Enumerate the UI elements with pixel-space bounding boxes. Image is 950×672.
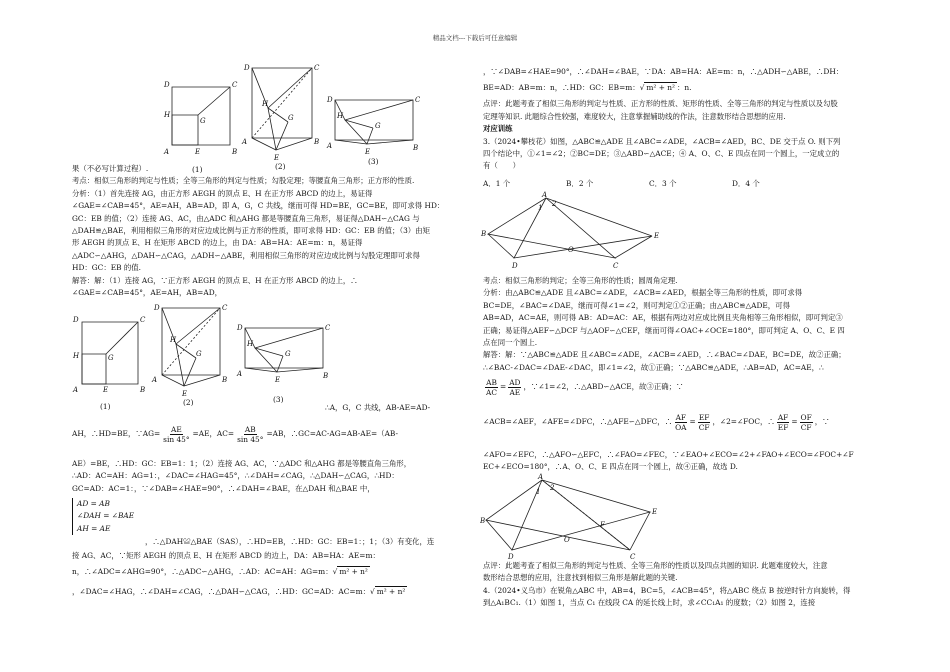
- text-line: 接 AG、AC，∵矩形 AEGH 的顶点 E、H 在矩形 ABCD 的边上，DA：AB=HA：AE=m：: [72, 551, 380, 560]
- left-column-bottom: [72, 550, 467, 602]
- frac-num: AB: [486, 377, 497, 387]
- frac-num: AF: [777, 412, 789, 422]
- fig-label: E: [274, 154, 280, 162]
- fig-label: G: [108, 354, 114, 362]
- text-line: 定理等知识. 此题综合性较强，难度较大，注意掌握辅助线的作法，注意数形结合思想的应用.: [483, 111, 786, 121]
- frac-den: CF: [800, 422, 812, 432]
- fig-label: E: [365, 148, 371, 156]
- sqrt-expression: m² + n²: [646, 83, 676, 93]
- fig-shape: [277, 356, 283, 372]
- fig-shape: [82, 322, 138, 384]
- option-d: D．4 个: [732, 179, 760, 188]
- text-part: BE=AD：AB=m：n，∴HD：GC：EB=m：: [483, 83, 640, 93]
- text-line: 四个结论中，①∠1=∠2；②BC=DE；③△ABD∽△ACE；④ A、O、C、E 四点在同一个圆上，一定成立的: [483, 149, 840, 159]
- fig-label: 1: [538, 204, 543, 212]
- fig-shape: [252, 138, 276, 150]
- text-line: HD：GC：EB 的值.: [72, 263, 142, 273]
- fig-label: 2: [552, 200, 557, 208]
- fig-label: H: [247, 340, 254, 348]
- text-part: ，∠DAC=∠HAG，∴∠DAH=∠CAG，∴△DAH∽△CAG，∴HD：GC=AD：AC=m：: [72, 587, 371, 596]
- text-line: 考点：相似三角形的判定与性质；全等三角形的判定与性质；勾股定理；等腰直角三角形；正方形的性质.: [72, 176, 415, 186]
- fig-label: 1: [536, 488, 541, 496]
- collinear-text: [325, 402, 430, 414]
- text-line: ∠GAE=∠CAB=45°，AE=AH，AB=AD，: [72, 288, 223, 298]
- text-line: 分析：由△ABC≌△ADE 且∠ABC=∠ADE，∠ACB=∠AED，根据全等三角形的性质，即可求得: [483, 288, 803, 298]
- fig-shape: [276, 122, 288, 150]
- fig-label: D: [244, 64, 250, 72]
- fig-label: A: [152, 376, 158, 384]
- section-title: 对应训练: [483, 124, 513, 134]
- system-line: AD = AB: [77, 499, 110, 508]
- system-line: AH = AE: [77, 523, 111, 533]
- left-column-top: [72, 163, 467, 299]
- figure-square-1: [160, 75, 240, 155]
- figure-square-2b: [150, 300, 230, 400]
- fig-label: H: [262, 100, 269, 108]
- text-line: $\frac{AB}{AC}$ = $\frac{AD}{AE}$ ，∵∠1=∠2，∴△ABD∽△ACE，故③正确；∵: [486, 377, 684, 397]
- text-line: ，∠DAC=∠HAG，∴∠DAH=∠CAG，∴△DAH∽△CAG，∴HD：GC=AD：AC=m：√ m² + n²: [72, 587, 406, 596]
- fig-label: A: [242, 138, 248, 146]
- fig-label: C: [630, 553, 636, 560]
- text-part: n，∴∠ADC=∠AHG=90°，∴△ADC∽△AHG，∴AD：AC=AH：AG=m：: [72, 567, 333, 576]
- fig-label: A: [542, 191, 548, 199]
- text-part: AH，∴HD=BE，∵AG=: [72, 429, 161, 438]
- option-b: B．2 个: [566, 179, 594, 188]
- text-part: ，∵: [814, 417, 830, 426]
- fig-label: E: [654, 232, 660, 240]
- fig-shape: [268, 108, 288, 122]
- text-line: ，∴△DAH≌△BAE（SAS），∴HD=EB，∴HD：GC：EB=1：；1；（3）有变化，连: [145, 537, 435, 546]
- fig-shape: [345, 100, 413, 120]
- text-line: ∴A，G，C 共线，AB-AE=AD-: [325, 403, 431, 412]
- text-line: BE=AD：AB=m：n，∴HD：GC：EB=m：√ m² + n² ：n.: [483, 83, 692, 93]
- fig-label: D: [237, 324, 243, 332]
- text-line: EC+∠ECO=180°，∴A、O、C、E 四点在同一个圆上，故④正确，故选 D.: [483, 462, 738, 472]
- figure-triangles-q3-circle: [480, 472, 660, 560]
- text-line: [72, 424, 398, 444]
- fraction-line-1: [483, 376, 683, 398]
- text-line: ∠AFO=∠EFC，∴△AFO∽△EFC，∴∠FAO=∠FEC，∵∠EAO+∠ECO=∠2+∠FAO+∠ECO=∠FOC+∠F: [483, 450, 854, 459]
- fig-label: E: [195, 148, 201, 155]
- figure-triangles-q3: [480, 190, 665, 275]
- right-column-analysis: [483, 275, 883, 374]
- fig-label: E: [652, 508, 658, 516]
- text-line: 4.（2024•义乌市）在锐角△ABC 中，AB=4，BC=5，∠ACB=45°，将△ABC 绕点 B 按逆时针方向旋转，得: [483, 585, 851, 595]
- fig-label: G: [196, 350, 202, 358]
- fig-label: B: [314, 138, 320, 146]
- fig-caption-1: (1): [192, 165, 203, 174]
- fig2-caption-2: (2): [183, 398, 194, 407]
- figure-rectangle-3: [325, 92, 420, 157]
- system-line: ∠DAH = ∠BAE: [77, 511, 135, 521]
- fig-label: G: [375, 122, 381, 130]
- text-line: 点在同一个圆上.: [483, 338, 538, 348]
- fig-shape: [172, 87, 230, 145]
- fig-label: A: [73, 386, 79, 392]
- text-line: 形 AEGH 的顶点 E、H 在矩形 ABCD 的边上，由 DA：AB=HA：AE=m：n，易证得: [72, 238, 363, 248]
- sqrt-expression: m² + n²: [376, 587, 406, 596]
- fig-label: B: [481, 230, 487, 238]
- text-line: △DAH≌△BAE，利用相似三角形的对应边成比例与正方形的性质，即可求得 HD：GC：EB 的值；（3）由矩: [72, 226, 430, 236]
- text-line: AB=AD，AC=AE，则可得 AB：AD=AC：AE，根据有两边对应成比例且夹角相等三角形相似，即可判定③: [483, 313, 843, 323]
- fig-label: B: [232, 148, 238, 155]
- right-column-top: [483, 66, 883, 173]
- fig-label: H: [170, 336, 177, 344]
- frac-den: sin 45°: [237, 434, 264, 444]
- text-part: ，∠2=∠FOC，∴: [712, 417, 775, 426]
- text-line: 正确；易证得△AEF∽△DCF 与△AOF∽△CEF，继而可得∠OAC+∠OCE=180°，即可判定 A、O、C、E 四: [483, 325, 845, 335]
- frac-den: AC: [486, 387, 497, 397]
- text-line: ∠ACB=∠AEF，∠AFE=∠DFC，∴△AFE∽△DFC，∴ $\frac{AF}{OA}$ = $\frac{EF}{CF}$ ，∠2=∠FOC，∴ $\frac{AF}{EF}$ = $\frac{OF}{CF}$ ，∵: [483, 412, 830, 432]
- text-part: ∠ACB=∠AEF，∠AFE=∠DFC，∴△AFE∽△DFC，∴: [483, 417, 673, 426]
- text-line: 分析：（1）首先连接 AG，由正方形 AEGH 的顶点 E、H 在正方形 ABCD 的边上，易证得: [72, 188, 373, 198]
- fig-label: C: [415, 96, 420, 104]
- text-line: 果（不必写计算过程）.: [72, 164, 149, 173]
- fig-label: B: [222, 376, 228, 384]
- fig-label: A: [237, 370, 243, 378]
- frac-den: OA: [675, 422, 687, 432]
- fig-label: D: [327, 96, 333, 104]
- fig-label: A: [327, 142, 333, 150]
- fig-label: O: [568, 246, 574, 254]
- frac-num: AF: [675, 412, 687, 422]
- figure-rectangle-3b: [235, 320, 330, 385]
- fig-label: G: [200, 117, 206, 125]
- fig-shape: [106, 322, 138, 354]
- text-line: n，∴∠ADC=∠AHG=90°，∴△ADC∽△AHG，∴AD：AC=AH：AG=m：√ m² + n²: [72, 567, 368, 576]
- fig-label: A: [538, 473, 544, 481]
- system-tail: [145, 536, 434, 548]
- fig-shape: [335, 140, 367, 144]
- fig-shape: [176, 308, 220, 344]
- text-line: 3.（2024•攀枝花）如图，△ABC≌△ADE 且∠ABC=∠ADE，∠ACB=∠AED，BC、DE 交于点 O. 则下列: [483, 136, 841, 146]
- text-line: 考点：相似三角形的判定；全等三角形的性质；圆周角定理.: [483, 276, 678, 285]
- fig-label: B: [140, 386, 146, 392]
- fig-label: F: [600, 521, 605, 529]
- fig-shape: [335, 100, 413, 140]
- fig-caption-3: (3): [368, 157, 379, 166]
- figure-square-1b: [70, 312, 150, 392]
- text-line: ，∵∠DAB=∠HAE=90°，∴∠DAH=∠BAE，∵DA：AB=HA：AE=m：n，∴△ADH∽△ABE，∴DH：: [483, 67, 844, 76]
- text-line: ∴∠BAC-∠DAC=∠DAE-∠DAC，即∠1=∠2，故①正确；∵△ABC≌△ADE，∴AB=AD，AC=AE，∴: [483, 362, 824, 372]
- fig-label: H: [164, 111, 171, 119]
- fig-label: H: [337, 112, 344, 120]
- fig-label: G: [288, 114, 294, 122]
- system-of-equations: [72, 498, 134, 535]
- text-line: GC：EB 的值；（2）连接 AG、AC，由△ADC 和△AHG 都是等腰直角三角形，易证得△DAH∽△CAG 与: [72, 213, 420, 223]
- fig-caption-2: (2): [275, 162, 286, 171]
- fraction-line-2: [483, 410, 830, 434]
- fig-label: 2: [550, 484, 555, 492]
- fig-shape: [335, 100, 413, 144]
- answer-options: [483, 178, 760, 190]
- frac-den: AE: [509, 387, 521, 397]
- text-line: ∴AD：AC=AH：AG=1：，∠DAC=∠HAG=45°，∴∠DAH=∠CAG，∴△DAH∽△CAG，∴HD：: [72, 471, 399, 481]
- fig-label: C: [325, 324, 330, 332]
- fig-label: B: [323, 372, 329, 380]
- frac-num: AE: [170, 424, 182, 434]
- text-part: ，∵∠1=∠2，∴△ABD∽△ACE，故③正确；∵: [523, 382, 684, 391]
- text-part: =AE，AC=: [192, 429, 235, 438]
- option-a: A．1 个: [483, 179, 511, 188]
- fig2-caption-3: (3): [273, 395, 284, 404]
- frac-num: AB: [244, 424, 256, 434]
- text-line: 解答：解：∵△ABC≌△ADE 且∠ABC=∠ADE，∠ACB=∠AED，∴∠BAC=∠DAE，BC=DE，故②正确；: [483, 350, 846, 360]
- text-line: 有（ ）: [483, 161, 520, 171]
- fig-shape: [252, 68, 312, 138]
- fig-label: D: [164, 81, 170, 89]
- frac-den: sin 45°: [163, 434, 190, 444]
- sqrt-expression: m² + n²: [339, 567, 368, 576]
- frac-num: EF: [698, 412, 710, 422]
- fig-shape: [245, 328, 323, 368]
- fig-shape: [82, 354, 106, 384]
- fig-label: C: [232, 81, 238, 89]
- text-part: =AB，∴GC=AC-AG=AB-AE=（AB-: [266, 429, 398, 438]
- frac-num: OF: [800, 412, 812, 422]
- fig-label: B: [413, 144, 419, 152]
- frac-den: CF: [698, 422, 710, 432]
- fraction: [698, 413, 711, 432]
- fig-shape: [255, 328, 323, 348]
- text-line: BC=DE，∠BAC=∠DAE，继而可得∠1=∠2，则可判定①②正确；由△ABC≌△ADE，可得: [483, 300, 790, 310]
- text-line: 解答：解：（1）连接 AG，∵正方形 AEGH 的顶点 E、H 在正方形 ABCD 的边上，∴: [72, 275, 358, 285]
- text-line: AE）=BE，∴HD：GC：EB=1：1；（2）连接 AG、AC，∵△ADC 和△AHG 都是等腰直角三角形，: [72, 459, 412, 468]
- fig2-caption-1: (1): [100, 402, 111, 411]
- page-header: 精品文档---下载后可任意编辑: [432, 34, 518, 42]
- fig-shape: [488, 234, 514, 258]
- fraction: [508, 378, 521, 397]
- right-column-tail: [483, 449, 883, 474]
- fig-label: C: [613, 262, 619, 270]
- fig-shape: [486, 480, 630, 550]
- fig-label: O: [564, 536, 570, 544]
- fig-label: E: [275, 376, 281, 384]
- fig-label: A: [164, 148, 170, 155]
- fig-shape: [162, 308, 220, 386]
- left-column-mid: [72, 458, 467, 495]
- ah-line: [72, 424, 398, 444]
- fig-label: D: [512, 262, 518, 270]
- fraction: [162, 425, 190, 444]
- fraction: [236, 425, 264, 444]
- fig-label: D: [73, 316, 79, 324]
- fig-label: H: [73, 352, 80, 360]
- figure-square-2: [240, 60, 320, 165]
- fig-label: E: [103, 386, 109, 392]
- text-part: ：n.: [677, 83, 692, 93]
- fig-shape: [184, 358, 196, 386]
- fig-shape: [172, 115, 198, 145]
- text-line: ∠GAE=∠CAB=45°，AE=AH，AB=AD，即 A，G，C 共线，继而可得 HD=BE，GC=BE，即可求得 HD：: [72, 201, 445, 211]
- fig-shape: [198, 87, 230, 115]
- fig-shape: [245, 368, 277, 372]
- fig-label: E: [182, 390, 188, 398]
- fig-shape: [162, 375, 184, 386]
- text-line: 点评：此题考查了相似三角形的判定与性质、全等三角形的性质以及四点共圆的知识. 此题难度较大，注意: [483, 561, 828, 570]
- text-line: 到△A₁BC₁.（1）如图 1，当点 C₁ 在线段 CA 的延长线上时，求∠CC₁A₁ 的度数；（2）如图 2，连接: [483, 598, 816, 608]
- text-line: 数形结合思想的应用，注意找到相似三角形是解此题的关键.: [483, 573, 678, 583]
- right-column-bottom: [483, 560, 883, 610]
- fig-label: D: [508, 553, 514, 560]
- fig-shape: [245, 328, 323, 372]
- text-line: △ADC∽△AHG，△DAH∽△CAG，△ADH∽△ABE，利用相似三角形的对应边成比例与勾股定理即可求得: [72, 250, 420, 260]
- fraction: [800, 413, 813, 432]
- fig-label: D: [154, 304, 160, 312]
- option-c: C．3 个: [649, 179, 677, 188]
- fraction: [674, 413, 687, 432]
- frac-num: AD: [509, 377, 521, 387]
- text-line: GC=AD：AC=1：，∵∠DAB=∠HAE=90°，∴∠DAH=∠BAE，在△DAH 和△BAE 中，: [72, 483, 375, 493]
- fig-label: G: [285, 350, 291, 358]
- fig-label: C: [314, 64, 320, 72]
- fig-shape: [514, 198, 652, 258]
- fraction: [777, 413, 790, 432]
- text-line: 点评：此题考查了相似三角形的判定与性质、正方形的性质、矩形的性质、全等三角形的判定与性质以及勾股: [483, 99, 838, 109]
- fig-shape: [630, 512, 650, 550]
- fig-label: C: [222, 304, 228, 312]
- fig-label: C: [140, 316, 146, 324]
- frac-den: EF: [777, 422, 789, 432]
- fig-shape: [268, 68, 312, 108]
- fig-shape: [367, 128, 373, 144]
- fraction: [485, 378, 498, 397]
- fig-label: B: [480, 517, 486, 525]
